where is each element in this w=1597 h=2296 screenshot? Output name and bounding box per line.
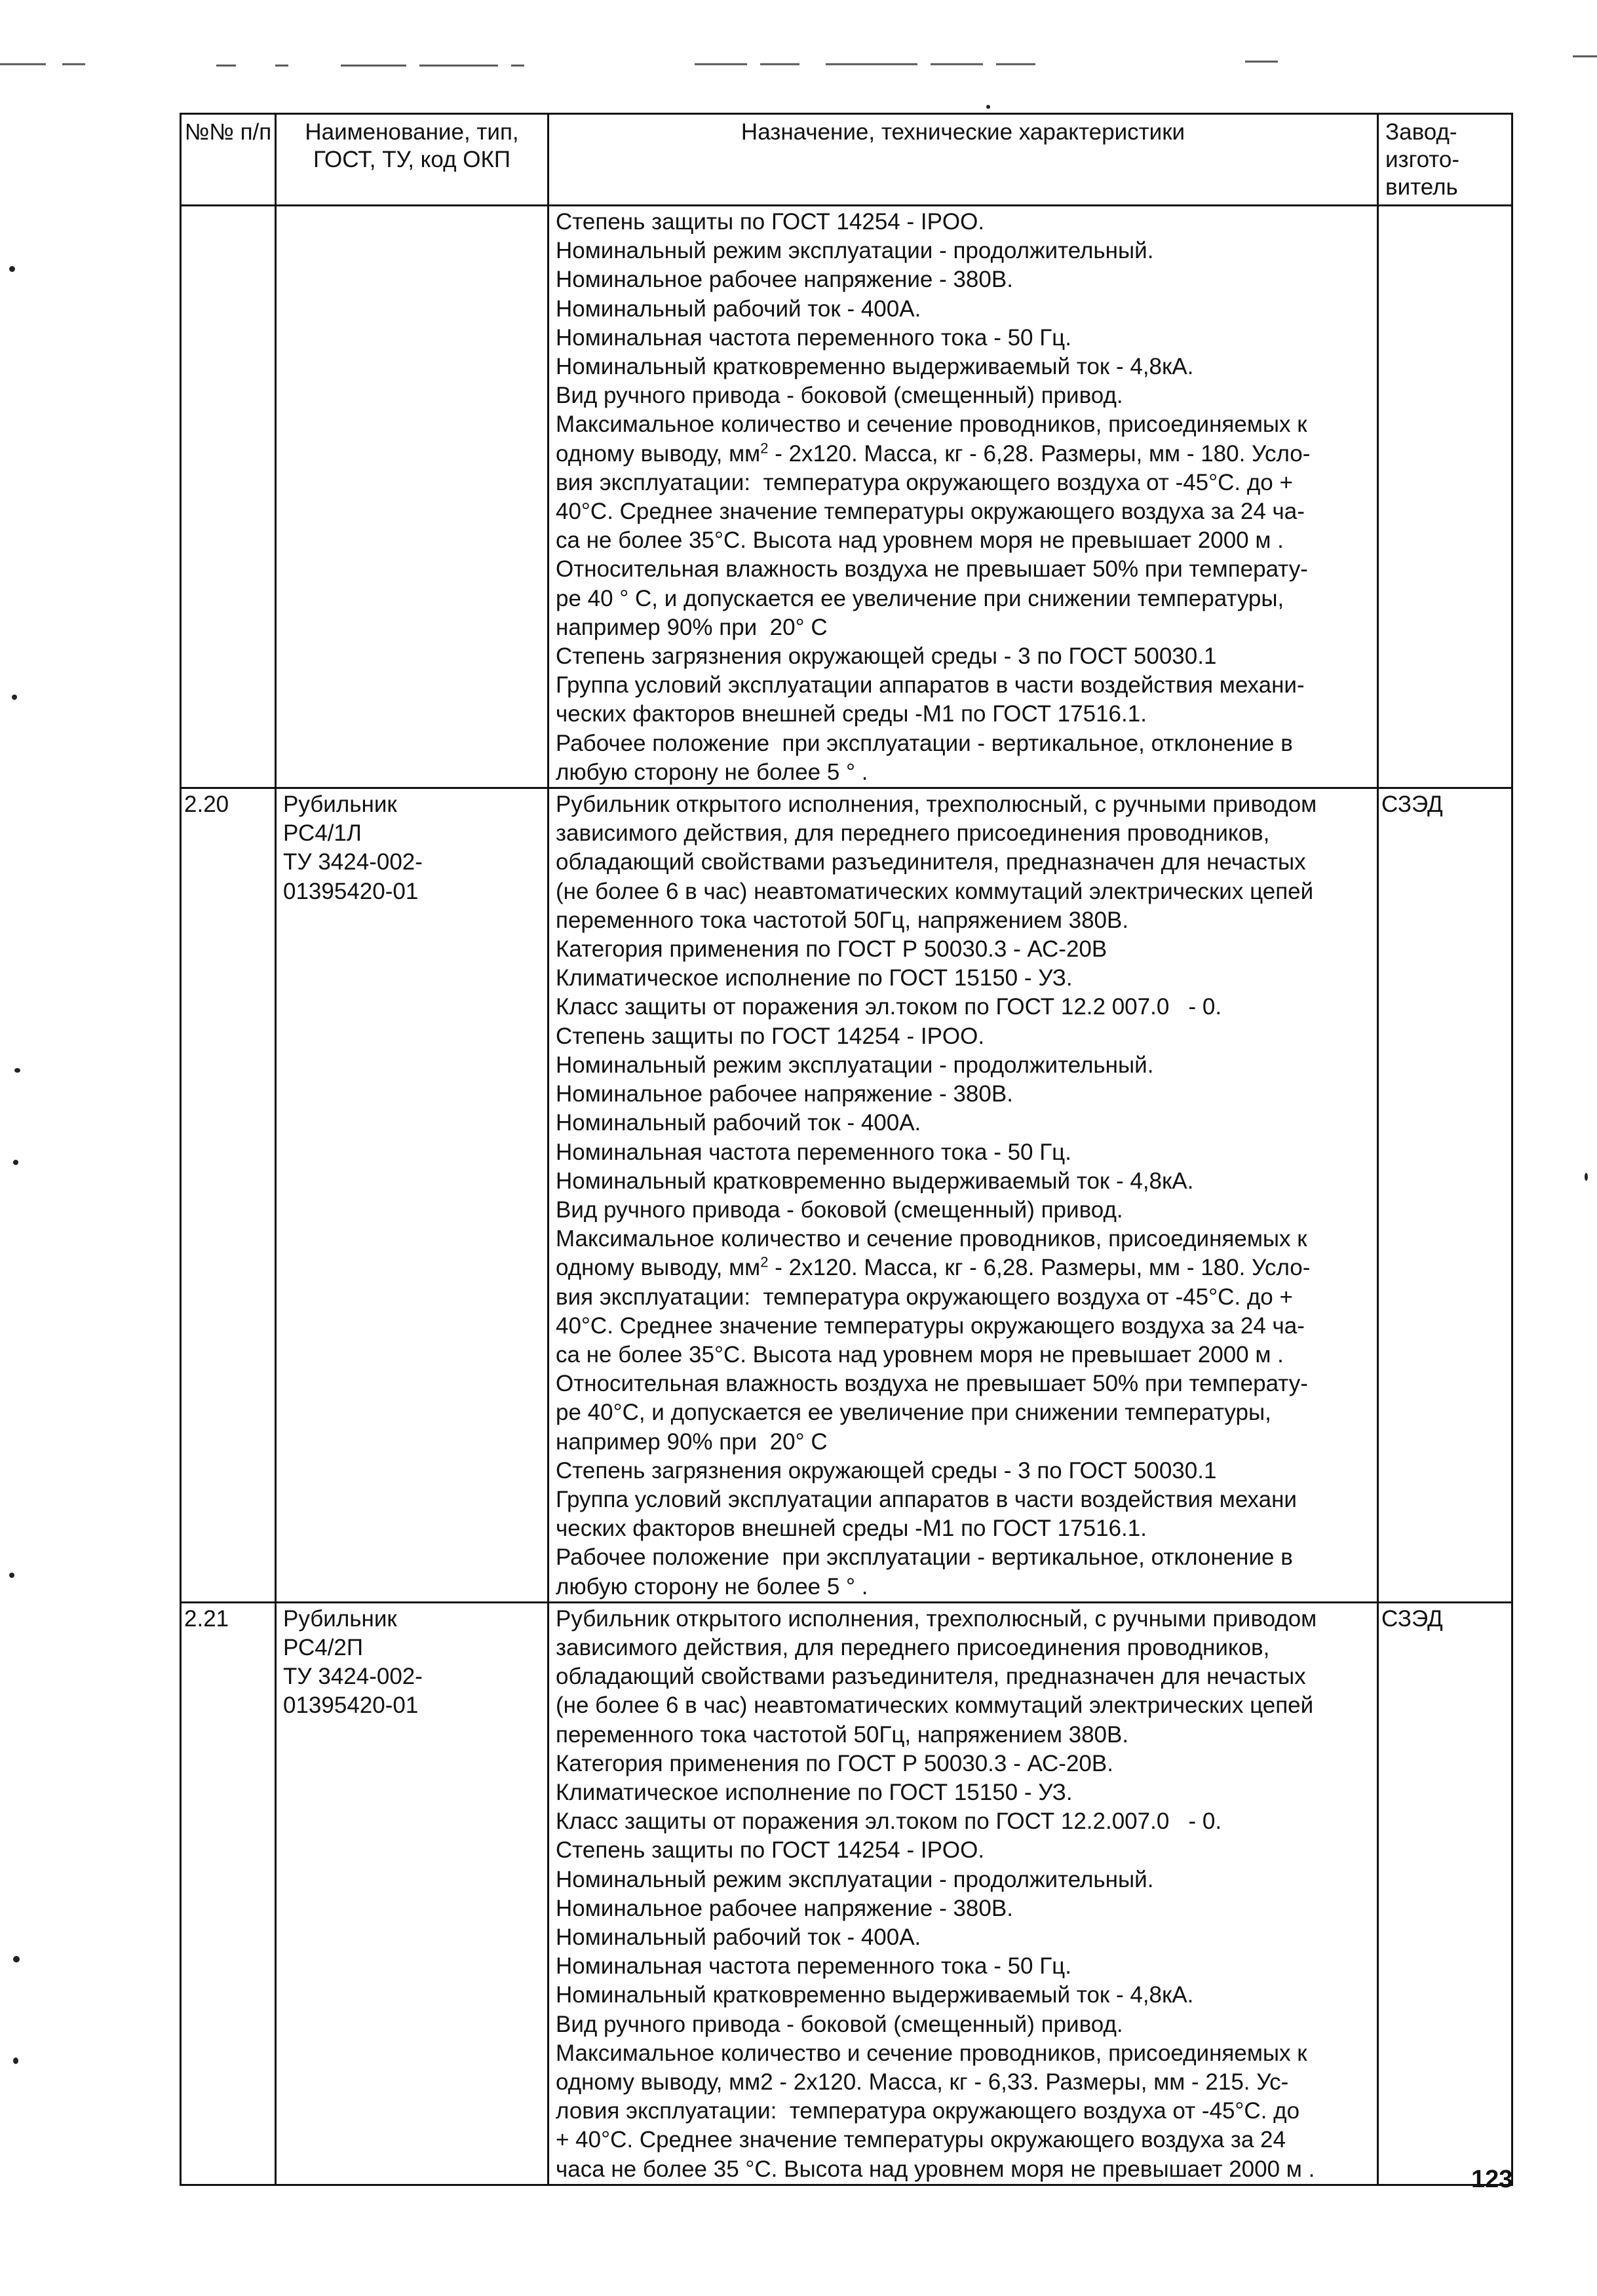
page-number: 123 bbox=[1471, 2166, 1513, 2193]
scan-speck bbox=[1585, 1173, 1588, 1181]
specification-line: Номинальное рабочее напряжение - 380В. bbox=[556, 267, 1013, 293]
specification-line: Номинальный кратковременно выдерживаемый ток - 4,8кА. bbox=[556, 1982, 1194, 2008]
item-name-line: 01395420-01 bbox=[283, 878, 419, 904]
specification-line: Номинальная частота переменного тока - 50 Гц. bbox=[556, 324, 1071, 351]
specification-line: зависимого действия, для переднего присоединения проводников, bbox=[556, 820, 1270, 847]
specification-line: Степень защиты по ГОСТ 14254 - IPOO. bbox=[556, 1837, 985, 1864]
specification-line: 40°С. Среднее значение температуры окружающего воздуха за 24 ча- bbox=[556, 1312, 1305, 1339]
specification-cell bbox=[548, 1602, 1378, 2185]
specification-line: Класс защиты от поражения эл.током по ГОСТ 12.2 007.0 - 0. bbox=[556, 994, 1222, 1020]
specification-line: Максимальное количество и сечение проводников, присоединяемых к bbox=[556, 1226, 1307, 1252]
specification-line: Номинальная частота переменного тока - 50 Гц. bbox=[556, 1953, 1071, 1980]
specification-line: Климатическое исполнение по ГОСТ 15150 - УЗ. bbox=[556, 965, 1073, 991]
specification-line: Номинальная частота переменного тока - 50 Гц. bbox=[556, 1139, 1071, 1165]
table-row bbox=[181, 788, 1512, 1603]
specification-line: са не более 35°С. Высота над уровнем моря не превышает 2000 м . bbox=[556, 1341, 1284, 1368]
item-name-cell bbox=[276, 206, 548, 788]
scan-speck bbox=[13, 1956, 20, 1962]
specification-line: Степень загрязнения окружающей среды - 3 по ГОСТ 50030.1 bbox=[556, 643, 1217, 670]
specification-cell bbox=[548, 788, 1378, 1603]
specification-line: переменного тока частотой 50Гц, напряжением 380В. bbox=[556, 907, 1129, 933]
manufacturer-cell: СЗЭД bbox=[1378, 788, 1512, 1603]
table-row bbox=[181, 1602, 1512, 2185]
scan-speck bbox=[12, 695, 17, 700]
specification-line: Номинальный режим эксплуатации - продолжительный. bbox=[556, 238, 1154, 264]
specification-line: Рабочее положение при эксплуатации - вертикальное, отклонение в bbox=[556, 1544, 1293, 1571]
specification-line: одному выводу, мм2 - 2х120. Масса, кг - 6,33. Размеры, мм - 215. Ус- bbox=[556, 2069, 1289, 2095]
specification-table bbox=[180, 113, 1513, 2186]
item-name-line: ТУ 3424-002- bbox=[283, 849, 423, 875]
specification-line: любую сторону не более 5 ° . bbox=[556, 759, 868, 785]
specification-line: обладающий свойствами разъединителя, предназначен для нечастых bbox=[556, 849, 1306, 875]
specification-line: Вид ручного привода - боковой (смещенный) привод. bbox=[556, 1196, 1123, 1223]
table-row bbox=[181, 206, 1512, 788]
specification-line: ловия эксплуатации: температура окружающего воздуха от -45°С. до bbox=[556, 2098, 1300, 2124]
specification-line: Максимальное количество и сечение проводников, присоединяемых к bbox=[556, 411, 1307, 438]
header-purpose: Назначение, технические характеристики bbox=[548, 114, 1378, 206]
specification-line: Номинальный кратковременно выдерживаемый ток - 4,8кА. bbox=[556, 354, 1194, 380]
specification-line: ре 40°С, и допускается ее увеличение при снижении температуры, bbox=[556, 1400, 1271, 1426]
specification-line: одному выводу, $мм^2 - 2х120$. Масса, кг - 6,28. Размеры, мм - 180. Усло- bbox=[556, 439, 1311, 467]
specification-line: зависимого действия, для переднего присоединения проводников, bbox=[556, 1634, 1270, 1660]
item-name-line: 01395420-01 bbox=[283, 1693, 419, 1719]
specification-line: часа не более 35 °С. Высота над уровнем моря не превышает 2000 м . bbox=[556, 2156, 1315, 2182]
specification-line: ре 40 ° С, и допускается ее увеличение при снижении температуры, bbox=[556, 585, 1284, 611]
manufacturer-cell: СЗЭД bbox=[1378, 1602, 1512, 2185]
specification-line: Номинальный рабочий ток - 400А. bbox=[556, 1924, 921, 1950]
specification-line: Относительная влажность воздуха не превышает 50% при температу- bbox=[556, 1371, 1308, 1397]
item-name-line: ТУ 3424-002- bbox=[283, 1664, 423, 1690]
specification-line: Категория применения по ГОСТ Р 50030.3 - АС-20В bbox=[556, 936, 1107, 963]
specification-line: Степень загрязнения окружающей среды - 3 по ГОСТ 50030.1 bbox=[556, 1457, 1217, 1483]
specification-line: вия эксплуатации: температура окружающего воздуха от -45°С. до + bbox=[556, 469, 1293, 495]
item-name-line: РС4/1Л bbox=[283, 820, 362, 847]
specification-line: переменного тока частотой 50Гц, напряжением 380В. bbox=[556, 1721, 1129, 1748]
scan-speck bbox=[986, 105, 990, 109]
specification-line: Номинальный режим эксплуатации - продолжительный. bbox=[556, 1866, 1154, 1892]
specification-line: Вид ручного привода - боковой (смещенный) привод. bbox=[556, 383, 1123, 409]
specification-line: Класс защиты от поражения эл.током по ГОСТ 12.2.007.0 - 0. bbox=[556, 1808, 1222, 1835]
header-manufacturer: Завод-изгото-витель bbox=[1378, 114, 1512, 206]
specification-line: Номинальное рабочее напряжение - 380В. bbox=[556, 1895, 1013, 1921]
row-number-cell: 2.21 bbox=[181, 1602, 276, 2185]
specification-line: одному выводу, $мм^2 - 2х120$. Масса, кг - 6,28. Размеры, мм - 180. Усло- bbox=[556, 1253, 1311, 1281]
specification-line: Номинальный кратковременно выдерживаемый ток - 4,8кА. bbox=[556, 1168, 1194, 1194]
item-name-cell bbox=[276, 1602, 548, 2185]
specification-line: Рабочее положение при эксплуатации - вертикальное, отклонение в bbox=[556, 730, 1293, 756]
specification-line: ческих факторов внешней среды -М1 по ГОСТ 17516.1. bbox=[556, 1516, 1147, 1542]
specification-line: Группа условий эксплуатации аппаратов в части воздействия механи bbox=[556, 1486, 1297, 1512]
specification-line: Климатическое исполнение по ГОСТ 15150 - УЗ. bbox=[556, 1779, 1073, 1805]
header-name: Наименование, тип, ГОСТ, ТУ, код ОКП bbox=[276, 114, 548, 206]
specification-line: обладающий свойствами разъединителя, предназначен для нечастых bbox=[556, 1664, 1306, 1690]
scan-speck bbox=[9, 266, 15, 272]
item-name-line: РС4/2П bbox=[283, 1634, 364, 1660]
specification-line: Рубильник открытого исполнения, трехполюсный, с ручными приводом bbox=[556, 792, 1317, 818]
specification-line: са не более 35°С. Высота над уровнем моря не превышает 2000 м . bbox=[556, 527, 1284, 554]
manufacturer-cell bbox=[1378, 206, 1512, 788]
scan-speck bbox=[14, 1068, 20, 1073]
specification-line: Группа условий эксплуатации аппаратов в части воздействия механи- bbox=[556, 672, 1305, 698]
specification-line: Степень защиты по ГОСТ 14254 - IPOO. bbox=[556, 1023, 985, 1049]
specification-line: например 90% при 20° С bbox=[556, 1428, 828, 1455]
scan-speck bbox=[9, 1573, 14, 1578]
row-number-cell bbox=[181, 206, 276, 788]
specification-cell bbox=[548, 206, 1378, 788]
header-number: №№ п/п bbox=[181, 114, 276, 206]
specification-line: 40°С. Среднее значение температуры окружающего воздуха за 24 ча- bbox=[556, 499, 1305, 525]
specification-line: Номинальный режим эксплуатации - продолжительный. bbox=[556, 1052, 1154, 1078]
specification-line: (не более 6 в час) неавтоматических коммутаций электрических цепей bbox=[556, 1693, 1314, 1719]
specification-line: Относительная влажность воздуха не превышает 50% при температу- bbox=[556, 556, 1308, 583]
specification-line: Степень защиты по ГОСТ 14254 - IPOO. bbox=[556, 209, 985, 235]
item-name-line: Рубильник bbox=[283, 1605, 397, 1632]
table-header-row bbox=[181, 114, 1512, 206]
scan-speck bbox=[13, 1160, 18, 1165]
scan-artifact-line bbox=[0, 52, 1597, 72]
specification-line: ческих факторов внешней среды -М1 по ГОСТ 17516.1. bbox=[556, 701, 1147, 727]
specification-line: вия эксплуатации: температура окружающего воздуха от -45°С. до + bbox=[556, 1284, 1293, 1310]
specification-line: например 90% при 20° С bbox=[556, 614, 828, 640]
specification-line: Номинальное рабочее напряжение - 380В. bbox=[556, 1081, 1013, 1107]
table-body bbox=[181, 206, 1512, 2185]
scan-speck bbox=[13, 2057, 18, 2064]
specification-line: Рубильник открытого исполнения, трехполюсный, с ручными приводом bbox=[556, 1605, 1317, 1632]
specification-line: Категория применения по ГОСТ Р 50030.3 - АС-20В. bbox=[556, 1750, 1113, 1776]
row-number-cell: 2.20 bbox=[181, 788, 276, 1603]
specification-line: Максимальное количество и сечение проводников, присоединяемых к bbox=[556, 2040, 1307, 2066]
item-name-cell bbox=[276, 788, 548, 1603]
specification-line: Вид ручного привода - боковой (смещенный) привод. bbox=[556, 2011, 1123, 2037]
specification-line: любую сторону не более 5 ° . bbox=[556, 1573, 868, 1599]
specification-line: + 40°С. Среднее значение температуры окружающего воздуха за 24 bbox=[556, 2127, 1286, 2153]
item-name-line: Рубильник bbox=[283, 792, 397, 818]
specification-line: Номинальный рабочий ток - 400А. bbox=[556, 296, 921, 322]
specification-line: Номинальный рабочий ток - 400А. bbox=[556, 1110, 921, 1136]
specification-line: (не более 6 в час) неавтоматических коммутаций электрических цепей bbox=[556, 878, 1314, 904]
